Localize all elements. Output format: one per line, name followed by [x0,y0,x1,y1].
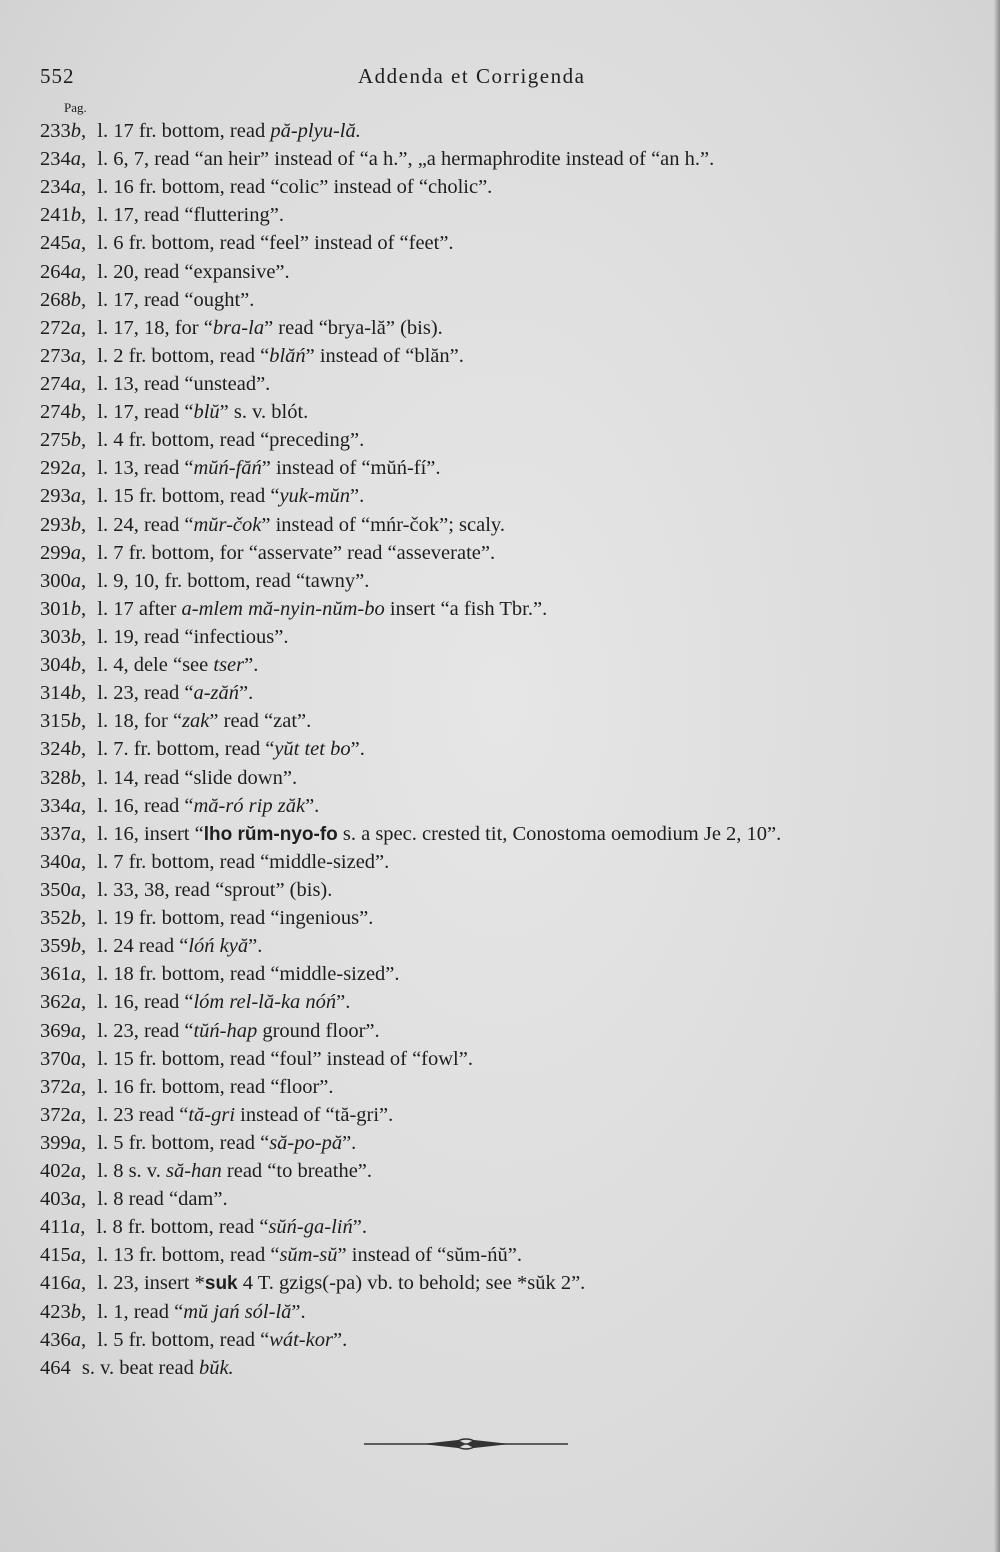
page-reference: 423b, [40,1300,87,1323]
lepcha-term: să-po-pă [269,1131,343,1154]
page-reference: 411a, [40,1216,86,1239]
lepcha-term: bra-la [212,316,265,339]
corrigendum-entry [40,370,990,398]
page-reference: 350a, [40,878,87,901]
correction-text: l. 7 fr. bottom, read “middle-sized”. [97,850,390,873]
correction-text: l. 14, read “slide down”. [97,766,298,789]
correction-text-after: s. a spec. crested tit, Conostoma oemodium Je 2, 10”. [337,822,782,845]
lepcha-term: tŭń-hap [193,1019,258,1042]
page-reference: 299a, [40,541,87,564]
lepcha-term: a-mlem mă-nyin-nŭm-bo [181,597,385,620]
correction-text: l. 19, read “infectious”. [97,625,289,648]
correction-text: l. 16, read “ [97,991,194,1014]
page-reference: 334a, [40,794,87,817]
page-reference: 369a, [40,1019,87,1042]
page-reference: 361a, [40,963,87,986]
correction-text: l. 24 read “ [97,935,189,958]
correction-text: l. 16 fr. bottom, read “colic” instead of “cholic”. [97,176,493,199]
correction-text: l. 15 fr. bottom, read “foul” instead of “fowl”. [97,1047,473,1070]
corrigendum-entry [40,820,990,848]
page-reference: 314b, [40,682,87,705]
page-reference: 300a, [40,569,87,592]
lepcha-term: wát-kor [269,1328,333,1351]
corrigendum-entry [40,1017,990,1045]
page-reference: 274b, [40,401,87,424]
lepcha-term: lóń kyă [188,935,249,958]
corrigendum-entry [40,679,990,707]
correction-text: l. 33, 38, read “sprout” (bis). [97,878,333,901]
corrigendum-entry [40,1241,990,1269]
lepcha-term: bŭk. [198,1356,234,1379]
page-reference: 403a, [40,1188,87,1211]
page-reference: 303b, [40,625,87,648]
correction-text: l. 1, read “ [97,1300,184,1323]
headword: lho rŭm-nyo-fo [203,823,338,845]
corrigendum-entry [40,426,990,454]
correction-text: l. 4 fr. bottom, read “preceding”. [97,429,365,452]
lepcha-term: yuk-mŭn [279,485,351,508]
correction-text: l. 7 fr. bottom, for “asservate” read “asseverate”. [97,541,496,564]
page-reference: 234a, [40,176,87,199]
corrigendum-entry [40,314,990,342]
corrigendum-entry [40,145,990,173]
corrigenda-list [40,117,990,1382]
page-reference: 272a, [40,316,87,339]
correction-text: l. 8 s. v. [97,1160,166,1183]
page-number: 552 [40,64,75,88]
correction-text: l. 9, 10, fr. bottom, read “tawny”. [97,569,370,592]
correction-text-tail: instead of “tă-gri”. [235,1103,394,1126]
lepcha-term: sŭń-ga-liń [268,1216,353,1239]
correction-text: l. 13, read “unstead”. [97,372,271,395]
corrigendum-entry [40,511,990,539]
correction-text: l. 17 after [97,597,182,620]
correction-text: l. 19 fr. bottom, read “ingenious”. [97,907,374,930]
correction-text-tail: ”. [350,738,365,761]
corrigendum-entry [40,792,990,820]
page-reference: 416a, [40,1272,87,1295]
correction-text-tail: ” read “bryа-lă” (bis). [264,316,443,339]
lepcha-term: zak [182,710,210,733]
page-reference: 328b, [40,766,87,789]
page-reference: 275b, [40,429,87,452]
corrigendum-entry [40,960,990,988]
page-reference: 359b, [40,935,87,958]
lepcha-term: a-zăń [193,682,240,705]
correction-text-tail: ”. [332,1328,348,1351]
corrigendum-entry [40,1298,990,1326]
lepcha-term: tă-gri [188,1103,236,1126]
corrigendum-entry [40,342,990,370]
corrigendum-entry [40,1045,990,1073]
corrigendum-entry [40,1157,990,1185]
page-reference: 293a, [40,485,87,508]
correction-text-after: 4 T. gzigs(-pa) vb. to behold; see *sŭk 2”. [237,1272,586,1295]
correction-text: l. 6 fr. bottom, read “feel” instead of “feet”. [97,232,454,255]
running-head: Addenda et Corrigenda [358,64,586,88]
page-reference: 273a, [40,344,87,367]
lepcha-term: tser [213,654,245,677]
correction-text: l. 16, insert “ [97,822,204,845]
correction-text: l. 5 fr. bottom, read “ [97,1131,270,1154]
page-reference: 340a, [40,850,87,873]
correction-text: l. 8 read “dam”. [97,1188,228,1211]
corrigendum-entry [40,988,990,1016]
correction-text: l. 17, read “ought”. [97,288,255,311]
corrigendum-entry [40,1101,990,1129]
column-label: Pag. [64,100,87,115]
corrigendum-entry [40,258,990,286]
page-reference: 241b, [40,204,87,227]
lepcha-term: să-han [165,1160,222,1183]
lepcha-term: mŭr-čok [193,513,262,536]
correction-text-tail: ” read “zat”. [209,710,312,733]
corrigendum-entry [40,1269,990,1297]
page-reference: 370a, [40,1047,87,1070]
correction-text: l. 15 fr. bottom, read “ [97,485,280,508]
corrigendum-entry [40,1185,990,1213]
lepcha-term: pă-plyu-lă. [270,120,361,142]
lepcha-term: blŭ [193,401,220,424]
corrigendum-entry [40,454,990,482]
corrigendum-entry [40,876,990,904]
correction-text-tail: insert “a fish Tbr.”. [384,597,548,620]
page-reference: 372a, [40,1103,87,1126]
corrigendum-entry [40,735,990,763]
lepcha-term: mŭ jań sól-lă [183,1300,292,1323]
correction-text: l. 7. fr. bottom, read “ [97,738,275,761]
page-reference: 436a, [40,1328,87,1351]
page-header [40,64,640,94]
correction-text: l. 13 fr. bottom, read “ [97,1244,280,1267]
page-reference: 245a, [40,232,87,255]
correction-text: l. 5 fr. bottom, read “ [97,1328,270,1351]
correction-text: l. 23 read “ [97,1103,189,1126]
page-reference: 337a, [40,822,87,845]
corrigendum-entry [40,904,990,932]
page-reference: 352b, [40,907,87,930]
page-reference: 293b, [40,513,87,536]
correction-text: l. 4, dele “see [97,654,214,677]
correction-text-tail: ” s. v. blót. [219,401,309,424]
corrigendum-entry [40,1213,990,1241]
page-reference: 324b, [40,738,87,761]
corrigendum-entry [40,1354,990,1382]
page-reference: 264a, [40,260,87,283]
page-reference: 301b, [40,597,87,620]
corrigendum-entry [40,651,990,679]
correction-text: l. 24, read “ [97,513,194,536]
correction-text-tail: ”. [352,1216,367,1239]
corrigendum-entry [40,173,990,201]
correction-text-tail: ”. [248,935,263,958]
page-reference: 274a, [40,372,87,395]
corrigendum-entry [40,1129,990,1157]
correction-text: l. 17, 18, for “ [97,316,213,339]
lepcha-term: mŭń-făń [193,457,262,480]
correction-text-tail: ”. [350,485,365,508]
correction-text-tail: ”. [305,794,320,817]
corrigendum-entry [40,764,990,792]
correction-text: l. 2 fr. bottom, read “ [97,344,270,367]
correction-text-tail: ”. [342,1131,357,1154]
corrigendum-entry [40,539,990,567]
correction-text-tail: ” instead of “mńr-čok”; scaly. [261,513,505,536]
correction-text-tail: ”. [244,654,259,677]
corrigendum-entry [40,623,990,651]
correction-text: l. 23, read “ [97,682,194,705]
correction-text: l. 18 fr. bottom, read “middle-sized”. [97,963,400,986]
headword: suk [204,1273,238,1295]
correction-text-tail: ” instead of “sŭm-ńŭ”. [337,1244,522,1267]
page-reference: 268b, [40,288,87,311]
correction-text: l. 23, insert * [97,1272,205,1295]
correction-text-tail: ”. [291,1300,306,1323]
correction-text: l. 8 fr. bottom, read “ [96,1216,269,1239]
corrigendum-entry [40,286,990,314]
correction-text-tail: ”. [336,991,351,1014]
corrigendum-entry [40,201,990,229]
page-reference: 372a, [40,1075,87,1098]
page-reference: 402a, [40,1160,87,1183]
lepcha-term: sŭm-sŭ [279,1244,338,1267]
corrigendum-entry [40,848,990,876]
corrigendum-entry [40,1073,990,1101]
corrigendum-entry [40,595,990,623]
correction-text-tail: ” instead of “mŭń-fí”. [261,457,441,480]
page-reference: 315b, [40,710,87,733]
correction-text: l. 16, read “ [97,794,194,817]
correction-text-tail: ” instead of “blăn”. [305,344,464,367]
corrigendum-entry [40,482,990,510]
lepcha-term: lóm rel-lă-ka nóń [193,991,337,1014]
page-edge [994,0,1000,1552]
correction-text-tail: ”. [239,682,254,705]
corrigendum-entry [40,398,990,426]
corrigendum-entry [40,117,990,145]
correction-text: l. 6, 7, read “an heir” instead of “a h.”, „a hermaphrodite instead of “an h.”. [97,148,715,171]
correction-text: l. 13, read “ [97,457,194,480]
page-reference: 233b, [40,120,87,142]
correction-text: l. 17, read “ [97,401,194,424]
corrigendum-entry [40,707,990,735]
lepcha-term: yŭt tet bo [274,738,351,761]
page-reference: 464 [40,1356,71,1379]
lepcha-term: mă-ró rip zăk [193,794,306,817]
page-reference: 415a, [40,1244,87,1267]
corrigendum-entry [40,229,990,257]
correction-text-tail: ground floor”. [257,1019,380,1042]
page-reference: 399a, [40,1131,87,1154]
page-reference: 292a, [40,457,87,480]
page-reference: 304b, [40,654,87,677]
page-reference: 362a, [40,991,87,1014]
correction-text-tail: read “to breathe”. [221,1160,373,1183]
correction-text: l. 20, read “expansive”. [97,260,290,283]
page-reference: 234a, [40,148,87,171]
correction-text: l. 23, read “ [97,1019,194,1042]
lepcha-term: blăń [269,344,306,367]
correction-text: l. 17, read “fluttering”. [97,204,284,227]
corrigendum-entry [40,1326,990,1354]
correction-text: l. 18, for “ [97,710,183,733]
corrigendum-entry [40,932,990,960]
correction-text: l. 16 fr. bottom, read “floor”. [97,1075,334,1098]
corrigendum-entry [40,567,990,595]
correction-text: s. v. beat read [81,1356,199,1379]
correction-text: l. 17 fr. bottom, read [97,120,271,142]
ornament-divider [362,1432,570,1456]
